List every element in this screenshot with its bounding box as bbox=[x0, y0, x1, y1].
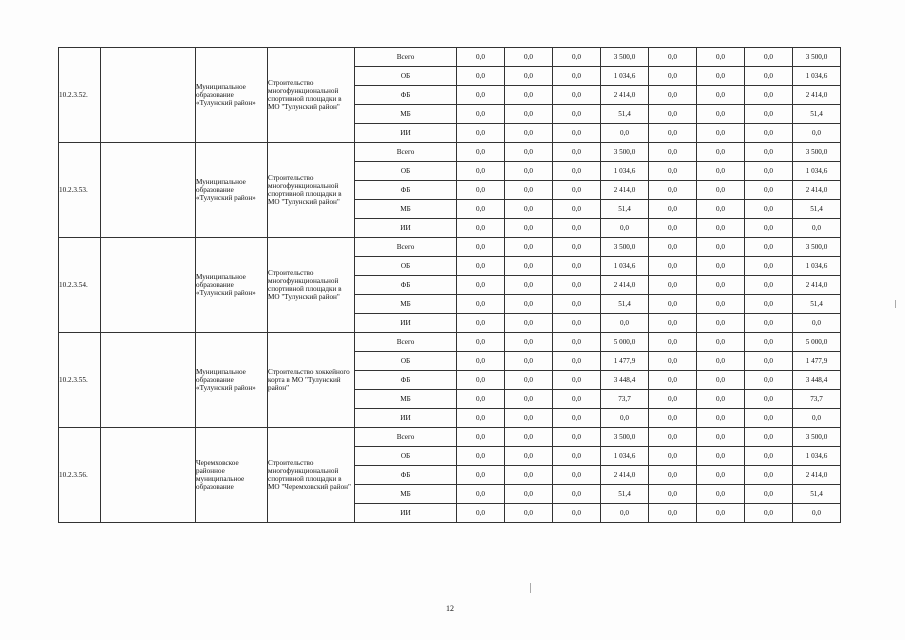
value-cell: 0,0 bbox=[601, 504, 649, 523]
value-cell: 0,0 bbox=[457, 143, 505, 162]
value-cell: 0,0 bbox=[697, 352, 745, 371]
funding-source: Всего bbox=[355, 48, 457, 67]
value-cell: 3 500,0 bbox=[793, 428, 841, 447]
value-cell: 0,0 bbox=[505, 162, 553, 181]
table-row bbox=[59, 333, 841, 352]
value-cell: 1 034,6 bbox=[601, 162, 649, 181]
value-cell: 0,0 bbox=[745, 86, 793, 105]
funding-source: ФБ bbox=[355, 371, 457, 390]
value-cell: 0,0 bbox=[697, 409, 745, 428]
funding-source: МБ bbox=[355, 485, 457, 504]
value-cell: 0,0 bbox=[553, 314, 601, 333]
table-row bbox=[59, 143, 841, 162]
funding-source: ОБ bbox=[355, 257, 457, 276]
value-cell: 0,0 bbox=[649, 86, 697, 105]
value-cell: 0,0 bbox=[505, 67, 553, 86]
value-cell: 0,0 bbox=[649, 333, 697, 352]
organization-name: Черемховское районное муниципальное образование bbox=[196, 428, 268, 523]
value-cell: 51,4 bbox=[601, 485, 649, 504]
value-cell: 51,4 bbox=[793, 200, 841, 219]
value-cell: 3 500,0 bbox=[601, 428, 649, 447]
value-cell: 0,0 bbox=[457, 409, 505, 428]
value-cell: 1 477,9 bbox=[793, 352, 841, 371]
value-cell: 0,0 bbox=[745, 409, 793, 428]
value-cell: 0,0 bbox=[553, 485, 601, 504]
funding-source: ИИ bbox=[355, 219, 457, 238]
value-cell: 51,4 bbox=[793, 295, 841, 314]
value-cell: 0,0 bbox=[649, 352, 697, 371]
value-cell: 0,0 bbox=[649, 124, 697, 143]
value-cell: 0,0 bbox=[793, 409, 841, 428]
value-cell: 0,0 bbox=[505, 257, 553, 276]
value-cell: 0,0 bbox=[601, 124, 649, 143]
value-cell: 0,0 bbox=[649, 162, 697, 181]
value-cell: 0,0 bbox=[505, 447, 553, 466]
value-cell: 0,0 bbox=[457, 314, 505, 333]
value-cell: 0,0 bbox=[553, 371, 601, 390]
value-cell: 0,0 bbox=[649, 200, 697, 219]
value-cell: 0,0 bbox=[553, 276, 601, 295]
value-cell: 0,0 bbox=[649, 466, 697, 485]
value-cell: 0,0 bbox=[745, 219, 793, 238]
value-cell: 0,0 bbox=[745, 238, 793, 257]
value-cell: 0,0 bbox=[745, 333, 793, 352]
value-cell: 0,0 bbox=[697, 124, 745, 143]
funding-source: Всего bbox=[355, 333, 457, 352]
value-cell: 3 500,0 bbox=[601, 48, 649, 67]
item-code: 10.2.3.52. bbox=[59, 48, 101, 143]
value-cell: 0,0 bbox=[553, 143, 601, 162]
value-cell: 73,7 bbox=[793, 390, 841, 409]
value-cell: 0,0 bbox=[649, 295, 697, 314]
value-cell: 0,0 bbox=[505, 428, 553, 447]
value-cell: 0,0 bbox=[457, 200, 505, 219]
value-cell: 0,0 bbox=[745, 181, 793, 200]
funding-source: МБ bbox=[355, 390, 457, 409]
value-cell: 0,0 bbox=[553, 428, 601, 447]
value-cell: 0,0 bbox=[697, 504, 745, 523]
value-cell: 0,0 bbox=[457, 181, 505, 200]
value-cell: 0,0 bbox=[697, 390, 745, 409]
funding-source: ОБ bbox=[355, 162, 457, 181]
value-cell: 0,0 bbox=[553, 86, 601, 105]
value-cell: 0,0 bbox=[649, 485, 697, 504]
value-cell: 0,0 bbox=[457, 219, 505, 238]
value-cell: 0,0 bbox=[505, 314, 553, 333]
value-cell: 3 500,0 bbox=[793, 48, 841, 67]
value-cell: 1 034,6 bbox=[793, 162, 841, 181]
activity-description: Строительство многофункциональной спортивной площадки в МО "Черемховский район" bbox=[268, 428, 355, 523]
funding-source: ОБ bbox=[355, 67, 457, 86]
value-cell: 0,0 bbox=[745, 105, 793, 124]
value-cell: 0,0 bbox=[553, 105, 601, 124]
value-cell: 0,0 bbox=[457, 48, 505, 67]
value-cell: 0,0 bbox=[649, 67, 697, 86]
empty-cell bbox=[101, 48, 196, 143]
value-cell: 0,0 bbox=[649, 181, 697, 200]
value-cell: 0,0 bbox=[457, 333, 505, 352]
value-cell: 0,0 bbox=[457, 257, 505, 276]
value-cell: 51,4 bbox=[793, 105, 841, 124]
value-cell: 0,0 bbox=[697, 48, 745, 67]
empty-cell bbox=[101, 333, 196, 428]
value-cell: 0,0 bbox=[697, 295, 745, 314]
value-cell: 0,0 bbox=[745, 485, 793, 504]
value-cell: 0,0 bbox=[697, 67, 745, 86]
value-cell: 0,0 bbox=[505, 409, 553, 428]
value-cell: 51,4 bbox=[601, 295, 649, 314]
value-cell: 3 448,4 bbox=[793, 371, 841, 390]
table-row bbox=[59, 48, 841, 67]
value-cell: 0,0 bbox=[697, 238, 745, 257]
empty-cell bbox=[101, 143, 196, 238]
value-cell: 0,0 bbox=[649, 219, 697, 238]
value-cell: 0,0 bbox=[505, 181, 553, 200]
value-cell: 0,0 bbox=[505, 504, 553, 523]
value-cell: 0,0 bbox=[505, 219, 553, 238]
value-cell: 0,0 bbox=[553, 162, 601, 181]
value-cell: 0,0 bbox=[457, 428, 505, 447]
value-cell: 0,0 bbox=[697, 257, 745, 276]
value-cell: 0,0 bbox=[745, 428, 793, 447]
item-code: 10.2.3.55. bbox=[59, 333, 101, 428]
value-cell: 0,0 bbox=[553, 67, 601, 86]
funding-source: ФБ bbox=[355, 276, 457, 295]
value-cell: 0,0 bbox=[649, 409, 697, 428]
value-cell: 0,0 bbox=[793, 124, 841, 143]
item-code: 10.2.3.53. bbox=[59, 143, 101, 238]
value-cell: 0,0 bbox=[697, 447, 745, 466]
funding-source: ФБ bbox=[355, 181, 457, 200]
organization-name: Муниципальное образование «Тулунский район» bbox=[196, 333, 268, 428]
value-cell: 1 034,6 bbox=[601, 67, 649, 86]
funding-source: ОБ bbox=[355, 447, 457, 466]
value-cell: 0,0 bbox=[553, 466, 601, 485]
value-cell: 0,0 bbox=[457, 371, 505, 390]
value-cell: 2 414,0 bbox=[601, 276, 649, 295]
funding-source: МБ bbox=[355, 200, 457, 219]
value-cell: 0,0 bbox=[745, 257, 793, 276]
value-cell: 0,0 bbox=[697, 485, 745, 504]
value-cell: 0,0 bbox=[649, 428, 697, 447]
value-cell: 0,0 bbox=[649, 143, 697, 162]
table-row bbox=[59, 428, 841, 447]
funding-source: МБ bbox=[355, 105, 457, 124]
value-cell: 2 414,0 bbox=[601, 466, 649, 485]
value-cell: 0,0 bbox=[793, 314, 841, 333]
budget-table bbox=[58, 47, 841, 523]
value-cell: 0,0 bbox=[697, 428, 745, 447]
value-cell: 1 477,9 bbox=[601, 352, 649, 371]
value-cell: 0,0 bbox=[457, 162, 505, 181]
table-row bbox=[59, 238, 841, 257]
value-cell: 1 034,6 bbox=[601, 257, 649, 276]
value-cell: 0,0 bbox=[649, 105, 697, 124]
value-cell: 0,0 bbox=[457, 238, 505, 257]
value-cell: 0,0 bbox=[553, 238, 601, 257]
value-cell: 0,0 bbox=[553, 295, 601, 314]
funding-source: ИИ bbox=[355, 314, 457, 333]
value-cell: 0,0 bbox=[553, 124, 601, 143]
value-cell: 0,0 bbox=[649, 257, 697, 276]
value-cell: 0,0 bbox=[553, 219, 601, 238]
value-cell: 3 500,0 bbox=[793, 143, 841, 162]
funding-source: ИИ bbox=[355, 409, 457, 428]
funding-source: ФБ bbox=[355, 466, 457, 485]
value-cell: 0,0 bbox=[505, 276, 553, 295]
activity-description: Строительство хоккейного корта в МО "Тулунский район" bbox=[268, 333, 355, 428]
value-cell: 0,0 bbox=[457, 276, 505, 295]
value-cell: 1 034,6 bbox=[793, 447, 841, 466]
value-cell: 0,0 bbox=[457, 352, 505, 371]
value-cell: 0,0 bbox=[697, 333, 745, 352]
value-cell: 0,0 bbox=[457, 466, 505, 485]
value-cell: 0,0 bbox=[457, 295, 505, 314]
value-cell: 1 034,6 bbox=[793, 257, 841, 276]
value-cell: 0,0 bbox=[697, 200, 745, 219]
value-cell: 0,0 bbox=[505, 48, 553, 67]
page-number: 12 bbox=[446, 604, 454, 613]
value-cell: 0,0 bbox=[457, 447, 505, 466]
value-cell: 0,0 bbox=[505, 333, 553, 352]
value-cell: 2 414,0 bbox=[793, 466, 841, 485]
value-cell: 0,0 bbox=[649, 314, 697, 333]
value-cell: 0,0 bbox=[553, 200, 601, 219]
value-cell: 0,0 bbox=[745, 67, 793, 86]
organization-name: Муниципальное образование «Тулунский район» bbox=[196, 143, 268, 238]
value-cell: 0,0 bbox=[553, 48, 601, 67]
value-cell: 0,0 bbox=[649, 390, 697, 409]
value-cell: 0,0 bbox=[601, 219, 649, 238]
organization-name: Муниципальное образование «Тулунский район» bbox=[196, 48, 268, 143]
value-cell: 0,0 bbox=[601, 314, 649, 333]
value-cell: 0,0 bbox=[649, 238, 697, 257]
value-cell: 0,0 bbox=[505, 295, 553, 314]
value-cell: 0,0 bbox=[697, 466, 745, 485]
value-cell: 0,0 bbox=[793, 219, 841, 238]
value-cell: 0,0 bbox=[745, 124, 793, 143]
funding-source: ИИ bbox=[355, 124, 457, 143]
value-cell: 2 414,0 bbox=[601, 86, 649, 105]
value-cell: 0,0 bbox=[697, 276, 745, 295]
value-cell: 1 034,6 bbox=[793, 67, 841, 86]
value-cell: 0,0 bbox=[457, 390, 505, 409]
value-cell: 0,0 bbox=[697, 181, 745, 200]
value-cell: 0,0 bbox=[697, 86, 745, 105]
value-cell: 2 414,0 bbox=[793, 86, 841, 105]
value-cell: 0,0 bbox=[553, 390, 601, 409]
value-cell: 3 500,0 bbox=[601, 238, 649, 257]
value-cell: 0,0 bbox=[697, 162, 745, 181]
value-cell: 0,0 bbox=[457, 124, 505, 143]
value-cell: 0,0 bbox=[745, 466, 793, 485]
value-cell: 0,0 bbox=[457, 105, 505, 124]
value-cell: 0,0 bbox=[697, 314, 745, 333]
margin-mark bbox=[895, 300, 896, 308]
value-cell: 0,0 bbox=[505, 238, 553, 257]
item-code: 10.2.3.54. bbox=[59, 238, 101, 333]
value-cell: 3 500,0 bbox=[793, 238, 841, 257]
empty-cell bbox=[101, 428, 196, 523]
value-cell: 0,0 bbox=[697, 371, 745, 390]
value-cell: 0,0 bbox=[745, 447, 793, 466]
value-cell: 0,0 bbox=[457, 67, 505, 86]
value-cell: 0,0 bbox=[745, 390, 793, 409]
value-cell: 0,0 bbox=[505, 200, 553, 219]
value-cell: 0,0 bbox=[649, 447, 697, 466]
funding-source: ФБ bbox=[355, 86, 457, 105]
value-cell: 0,0 bbox=[745, 200, 793, 219]
activity-description: Строительство многофункциональной спортивной площадки в МО "Тулунский район" bbox=[268, 48, 355, 143]
value-cell: 0,0 bbox=[745, 143, 793, 162]
funding-source: ИИ bbox=[355, 504, 457, 523]
value-cell: 2 414,0 bbox=[793, 181, 841, 200]
activity-description: Строительство многофункциональной спортивной площадки в МО "Тулунский район" bbox=[268, 238, 355, 333]
empty-cell bbox=[101, 238, 196, 333]
value-cell: 0,0 bbox=[505, 105, 553, 124]
value-cell: 0,0 bbox=[745, 352, 793, 371]
value-cell: 0,0 bbox=[649, 48, 697, 67]
funding-source: МБ bbox=[355, 295, 457, 314]
value-cell: 0,0 bbox=[457, 485, 505, 504]
value-cell: 51,4 bbox=[601, 105, 649, 124]
value-cell: 0,0 bbox=[745, 295, 793, 314]
value-cell: 0,0 bbox=[553, 504, 601, 523]
value-cell: 2 414,0 bbox=[601, 181, 649, 200]
value-cell: 0,0 bbox=[553, 181, 601, 200]
value-cell: 0,0 bbox=[745, 48, 793, 67]
value-cell: 73,7 bbox=[601, 390, 649, 409]
value-cell: 0,0 bbox=[745, 276, 793, 295]
value-cell: 0,0 bbox=[697, 143, 745, 162]
organization-name: Муниципальное образование «Тулунский район» bbox=[196, 238, 268, 333]
value-cell: 0,0 bbox=[553, 257, 601, 276]
value-cell: 0,0 bbox=[505, 390, 553, 409]
value-cell: 0,0 bbox=[745, 162, 793, 181]
value-cell: 0,0 bbox=[745, 504, 793, 523]
value-cell: 51,4 bbox=[793, 485, 841, 504]
value-cell: 0,0 bbox=[505, 352, 553, 371]
funding-source: Всего bbox=[355, 428, 457, 447]
value-cell: 3 500,0 bbox=[601, 143, 649, 162]
value-cell: 0,0 bbox=[505, 86, 553, 105]
value-cell: 0,0 bbox=[649, 276, 697, 295]
activity-description: Строительство многофункциональной спортивной площадки в МО "Тулунский район" bbox=[268, 143, 355, 238]
value-cell: 0,0 bbox=[553, 447, 601, 466]
value-cell: 0,0 bbox=[697, 219, 745, 238]
value-cell: 1 034,6 bbox=[601, 447, 649, 466]
value-cell: 5 000,0 bbox=[793, 333, 841, 352]
table-body bbox=[59, 48, 841, 523]
value-cell: 51,4 bbox=[601, 200, 649, 219]
item-code: 10.2.3.56. bbox=[59, 428, 101, 523]
value-cell: 3 448,4 bbox=[601, 371, 649, 390]
value-cell: 0,0 bbox=[505, 371, 553, 390]
value-cell: 0,0 bbox=[553, 409, 601, 428]
value-cell: 0,0 bbox=[649, 504, 697, 523]
value-cell: 0,0 bbox=[457, 86, 505, 105]
value-cell: 0,0 bbox=[505, 124, 553, 143]
value-cell: 0,0 bbox=[505, 466, 553, 485]
funding-source: Всего bbox=[355, 238, 457, 257]
value-cell: 0,0 bbox=[649, 371, 697, 390]
funding-source: Всего bbox=[355, 143, 457, 162]
value-cell: 0,0 bbox=[697, 105, 745, 124]
value-cell: 0,0 bbox=[505, 485, 553, 504]
value-cell: 0,0 bbox=[457, 504, 505, 523]
value-cell: 0,0 bbox=[745, 371, 793, 390]
margin-mark bbox=[530, 583, 531, 593]
value-cell: 0,0 bbox=[553, 352, 601, 371]
value-cell: 0,0 bbox=[505, 143, 553, 162]
value-cell: 0,0 bbox=[745, 314, 793, 333]
value-cell: 0,0 bbox=[553, 333, 601, 352]
value-cell: 0,0 bbox=[793, 504, 841, 523]
funding-source: ОБ bbox=[355, 352, 457, 371]
value-cell: 2 414,0 bbox=[793, 276, 841, 295]
value-cell: 0,0 bbox=[601, 409, 649, 428]
value-cell: 5 000,0 bbox=[601, 333, 649, 352]
